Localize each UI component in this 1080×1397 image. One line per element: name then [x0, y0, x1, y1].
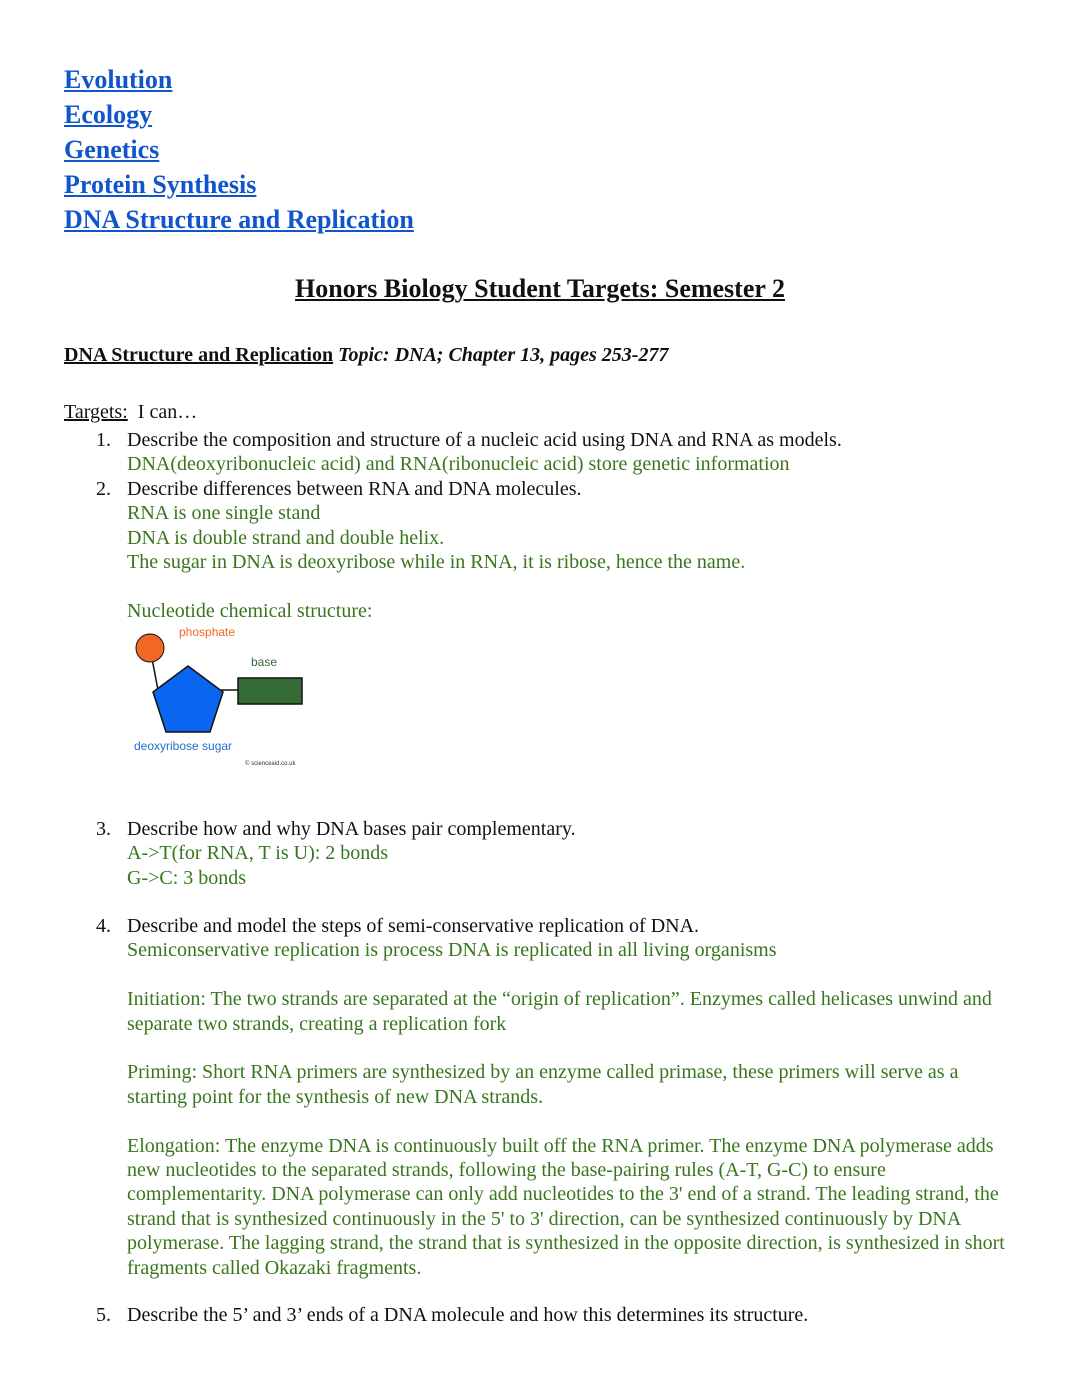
section-topic: Topic: DNA; Chapter 13, pages 253-277 — [338, 344, 669, 366]
target-note: G->C: 3 bonds — [127, 866, 247, 889]
nucleotide-diagram — [128, 622, 328, 772]
target-note: Semiconservative replication is process DNA is replicated in all living organisms — [127, 939, 777, 962]
nav-link-protein-synthesis[interactable]: Protein Synthesis — [64, 170, 257, 199]
nav-link-ecology[interactable]: Ecology — [64, 100, 153, 129]
target-number: 2. — [96, 478, 111, 500]
target-5 — [127, 1303, 1017, 1327]
target-4 — [127, 914, 1017, 1280]
target-text: Describe differences between RNA and DNA molecules. — [127, 478, 582, 500]
target-number: 3. — [96, 818, 111, 840]
base-rectangle — [238, 678, 302, 704]
nav-link-evolution[interactable]: Evolution — [64, 65, 173, 94]
target-number: 1. — [96, 429, 111, 451]
phosphate-label: phosphate — [179, 625, 236, 639]
target-text: Describe the 5’ and 3’ ends of a DNA molecule and how this determines its structure. — [127, 1304, 809, 1326]
section-name: DNA Structure and Replication — [64, 344, 334, 366]
target-2 — [127, 477, 1017, 623]
base-label: base — [251, 655, 278, 669]
target-text: Describe the composition and structure of a nucleic acid using DNA and RNA as models. — [127, 429, 842, 451]
sugar-label: deoxyribose sugar — [134, 739, 233, 753]
nav-link-genetics[interactable]: Genetics — [64, 135, 160, 164]
target-text: Describe and model the steps of semi-conservative replication of DNA. — [127, 915, 700, 937]
page-title: Honors Biology Student Targets: Semester 2 — [295, 274, 785, 303]
target-note: DNA is double strand and double helix. — [127, 526, 445, 549]
sugar-pentagon — [153, 666, 223, 732]
target-3 — [127, 817, 1017, 890]
elongation-note: Elongation: The enzyme DNA is continuously built off the RNA primer. The enzyme DNA polymerase adds new nucleotides to the separated strands, following the base-pairing rules (A-T, G-C) to ensure complementarity. DNA polymerase can only add nucleotides to the 3' end of a strand. The leading strand, the strand that is synthesized continuously in the 5' to 3' direction, can be synthesized continuously by DNA polymerase. The lagging strand, the strand that is synthesized in the opposite direction, is synthesized in short fragments called Okazaki fragments. — [127, 1134, 1005, 1279]
target-number: 5. — [96, 1304, 111, 1326]
phosphate-circle — [136, 634, 164, 662]
target-note: Nucleotide chemical structure: — [127, 600, 373, 623]
nav-link-dna-structure[interactable]: DNA Structure and Replication — [64, 205, 414, 234]
target-number: 4. — [96, 915, 111, 937]
target-note: A->T(for RNA, T is U): 2 bonds — [127, 842, 389, 865]
targets-label: Targets: — [64, 401, 128, 423]
target-note: DNA(deoxyribonucleic acid) and RNA(ribonucleic acid) store genetic information — [127, 453, 790, 476]
target-note: RNA is one single stand — [127, 502, 321, 525]
target-text: Describe how and why DNA bases pair complementary. — [127, 818, 576, 840]
targets-intro — [64, 400, 197, 424]
section-heading — [64, 344, 668, 367]
priming-note: Priming: Short RNA primers are synthesized by an enzyme called primase, these primers will serve as a starting point for the synthesis of new DNA strands. — [127, 1061, 959, 1108]
diagram-credit: © scienceaid.co.uk — [245, 761, 296, 767]
initiation-note: Initiation: The two strands are separated at the “origin of replication”. Enzymes called helicases unwind and separate two strands, creating a replication fork — [127, 988, 992, 1035]
target-1 — [127, 428, 1017, 477]
targets-intro-text: I can… — [137, 401, 198, 423]
target-note: The sugar in DNA is deoxyribose while in RNA, it is ribose, hence the name. — [127, 551, 746, 574]
